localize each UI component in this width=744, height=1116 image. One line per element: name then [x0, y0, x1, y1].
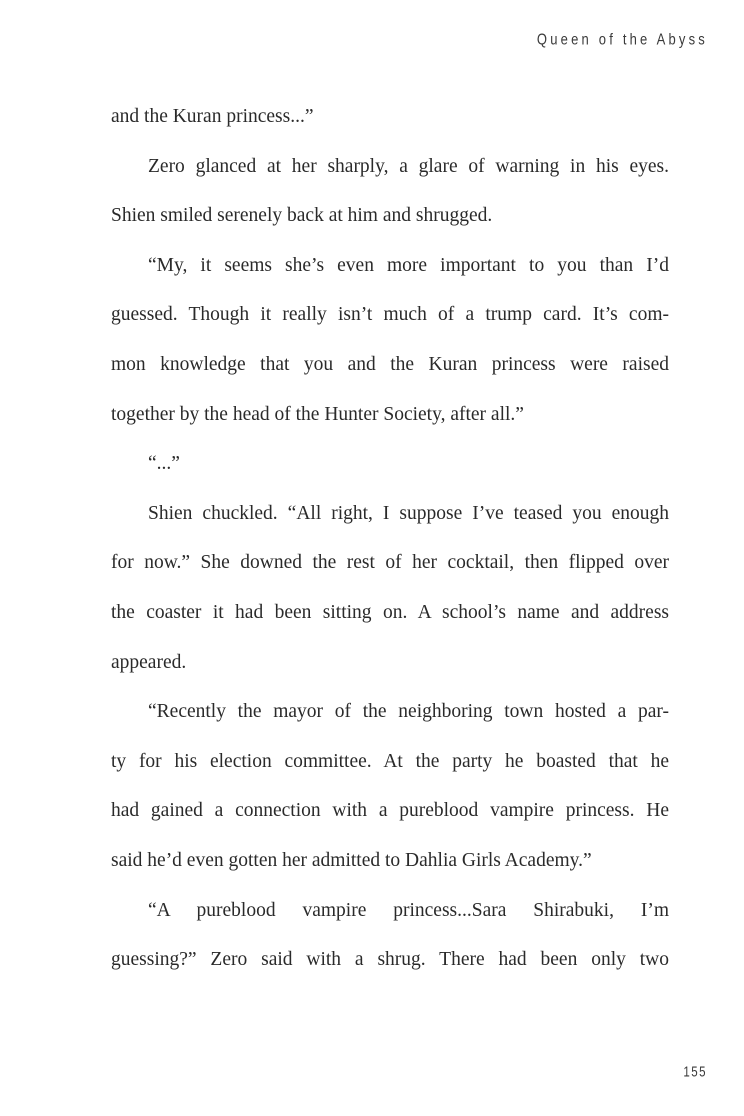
text-line: ty for his election committee. At the party he boasted that he [111, 750, 669, 772]
text-line: had gained a connection with a pureblood vampire princess. He [111, 800, 669, 822]
text-line: guessed. Though it really isn’t much of a trump card. It’s com- [111, 304, 669, 326]
text-line: Shien smiled serenely back at him and shrugged. [111, 205, 493, 227]
text-line: mon knowledge that you and the Kuran princess were raised [111, 353, 669, 375]
page-body-text [111, 100, 669, 993]
text-line: and the Kuran princess...” [111, 106, 314, 127]
text-line: for now.” She downed the rest of her cocktail, then flipped over [111, 552, 669, 574]
text-line: “...” [148, 453, 180, 475]
text-line: “My, it seems she’s even more important to you than I’d [148, 254, 669, 276]
running-head: Queen of the Abyss [536, 30, 708, 48]
text-line: the coaster it had been sitting on. A school’s name and address [111, 601, 669, 623]
text-line: together by the head of the Hunter Society, after all.” [111, 403, 524, 425]
text-line: appeared. [111, 651, 187, 673]
text-line: guessing?” Zero said with a shrug. There had been only two [111, 949, 669, 971]
text-line: Zero glanced at her sharply, a glare of warning in his eyes. [148, 155, 669, 177]
text-line: “Recently the mayor of the neighboring town hosted a par- [148, 701, 669, 723]
text-line: Shien chuckled. “All right, I suppose I’ve teased you enough [148, 502, 669, 524]
text-line: “A pureblood vampire princess...Sara Shirabuki, I’m [148, 899, 669, 921]
text-line: said he’d even gotten her admitted to Dahlia Girls Academy.” [111, 849, 592, 871]
page-number: 155 [683, 1065, 707, 1080]
